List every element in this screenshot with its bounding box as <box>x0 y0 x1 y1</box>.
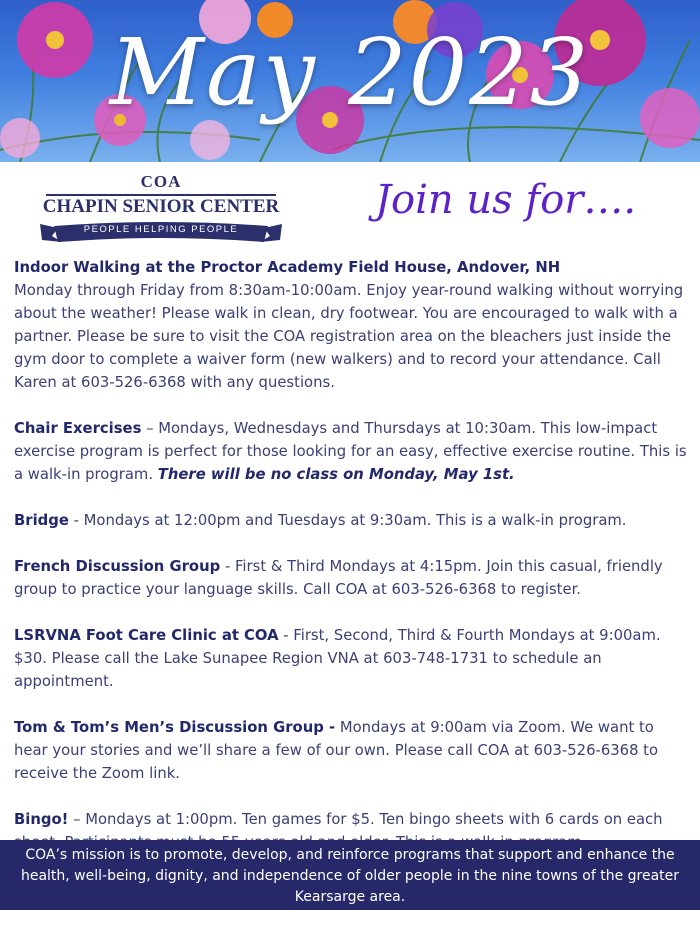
logo-tagline: PEOPLE HELPING PEOPLE <box>83 224 239 235</box>
program-item <box>14 509 690 532</box>
program-details: Monday through Friday from 8:30am-10:00am. Enjoy year-round walking without worrying about the weather! Please walk in clean, dry footwear. You are encouraged to walk with a partner. Please be sure to visit the COA registration area on the bleachers just inside the gym door to complete a waiver form (new walkers) and to record your attendance. Call Karen at 603-526-6368 with any questions. <box>14 282 684 391</box>
mission-statement: COA’s mission is to promote, develop, and reinforce programs that support and enhance the health, well-being, dignity, and independence of older people in the nine towns of the greater Kearsarge area. <box>0 840 700 910</box>
coa-logo <box>40 172 282 248</box>
program-details: First, Second, Third & Fourth Mondays at 9:00am. $30. Please call the Lake Sunapee Region VNA at 603-748-1731 to schedule an appointment. <box>14 627 661 690</box>
program-separator: - <box>278 627 294 644</box>
program-name: Chair Exercises <box>14 420 142 437</box>
program-details: Mondays at 12:00pm and Tuesdays at 9:30am. This is a walk-in program. <box>83 512 627 529</box>
page-title: May 2023 <box>109 19 591 126</box>
join-us-heading: Join us for…. <box>375 177 637 223</box>
program-name: LSRVNA Foot Care Clinic at COA <box>14 627 279 644</box>
program-item <box>14 256 690 394</box>
program-name: Tom & Tom’s Men’s Discussion Group - <box>14 719 336 736</box>
program-details: First & Third Mondays at 4:15pm. Join this casual, friendly group to practice your language skills. Call COA at 603-526-6368 to register. <box>14 558 663 598</box>
program-details: Mondays, Wednesdays and Thursdays at 10:30am. This low-impact exercise program is perfect for those looking for an easy, effective exercise routine. This is a walk-in program. <box>14 420 687 483</box>
program-name: Bridge <box>14 512 69 529</box>
program-details: Mondays at 9:00am via Zoom. We want to hear your stories and we’ll share a few of our own. Please call COA at 603-526-6368 to receive the Zoom link. <box>14 719 659 782</box>
program-name: Bingo! <box>14 811 69 828</box>
program-item <box>14 555 690 601</box>
program-details: Mondays at 1:00pm. Ten games for $5. Ten bingo sheets with 6 cards on each <box>85 811 663 828</box>
program-item <box>14 716 690 785</box>
program-list <box>14 256 690 854</box>
program-separator: - <box>68 512 84 529</box>
program-name: French Discussion Group <box>14 558 221 575</box>
program-separator: - <box>220 558 235 575</box>
logo-center-name: CHAPIN SENIOR CENTER <box>42 196 280 217</box>
program-note: There will be no class on Monday, May 1st. <box>157 466 515 483</box>
program-item <box>14 417 690 486</box>
program-item <box>14 624 690 693</box>
logo-coa-text: COA <box>140 172 182 191</box>
program-separator: – <box>141 420 159 437</box>
program-name: Indoor Walking at the Proctor Academy Field House, Andover, NH <box>14 259 561 276</box>
program-separator: – <box>68 811 86 828</box>
header-banner <box>0 0 700 162</box>
